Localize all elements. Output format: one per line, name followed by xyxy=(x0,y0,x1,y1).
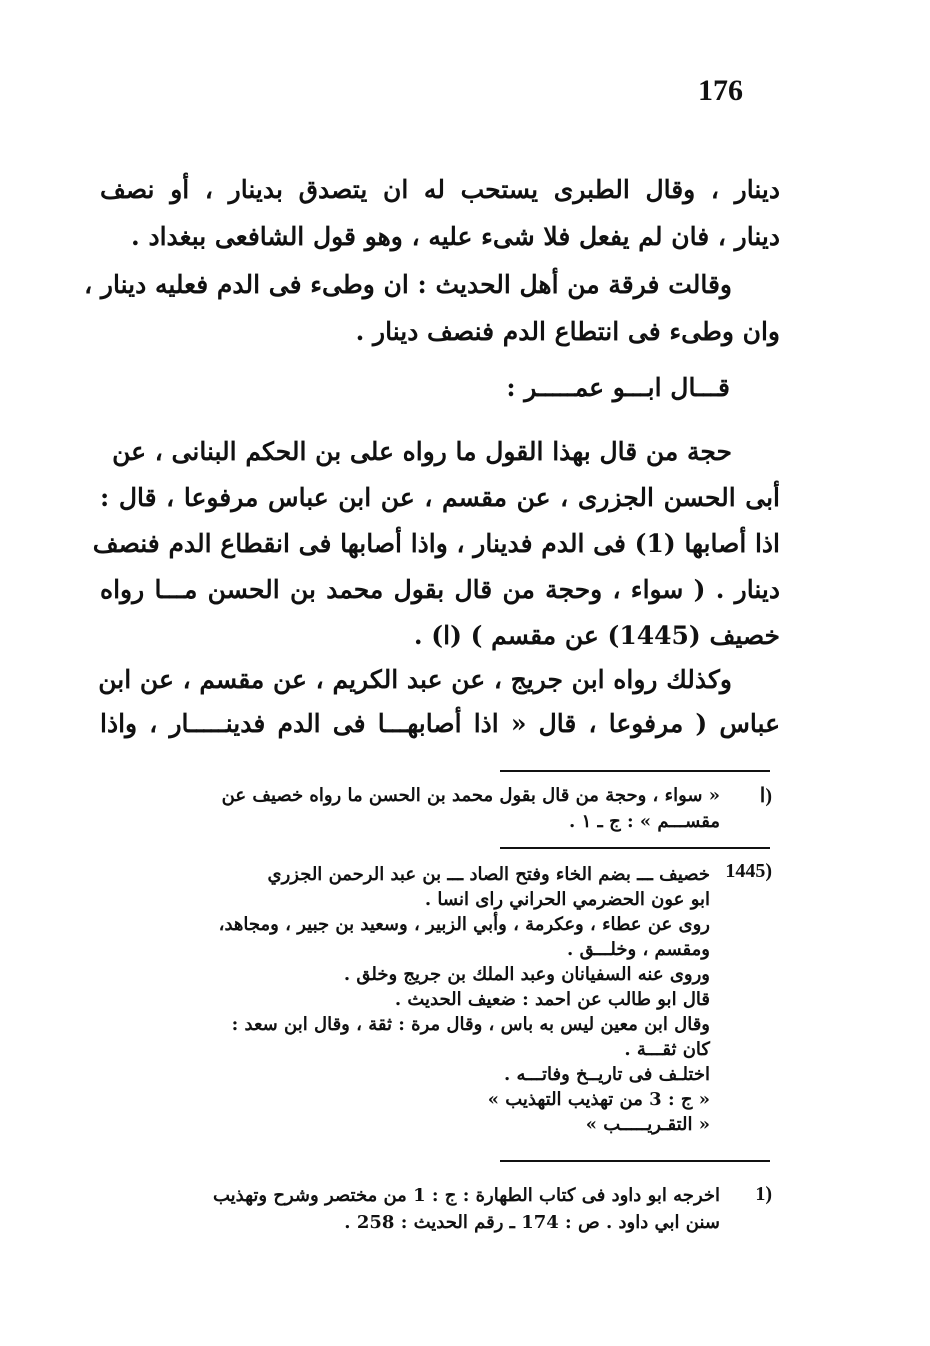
footnote-line: روى عن عطاء ، وعكرمة ، وأبي الزبير ، وسعيد بن جبير ، ومجاهد، xyxy=(218,914,710,935)
footnote-line: قال ابو طالب عن احمد : ضعيف الحديث . xyxy=(394,989,710,1010)
body-line: حجة من قال بهذا القول ما رواه على بن الحكم البنانى ، عن xyxy=(112,437,732,466)
footnote-line: ومقسم ، وخلـــق . xyxy=(567,939,710,960)
footnote-line: ابو عون الحضرمي الحراني راى انسا . xyxy=(424,889,710,910)
page-number: 176 xyxy=(698,74,743,107)
footnote-label: 1445) xyxy=(725,860,772,882)
body-line: خصيف (1445) عن مقسم ) (ا) . xyxy=(413,621,780,650)
footnote-rule xyxy=(500,847,770,849)
footnote-line: خصيف ـــ بضم الخاء وفتح الصاد ـــ بن عبد الرحمن الجزري xyxy=(267,864,710,885)
footnote-line: « ج : 3 من تهذيب التهذيب » xyxy=(487,1089,710,1110)
footnote-line: « سواء ، وحجة من قال بقول محمد بن الحسن ما رواه خصيف عن xyxy=(221,785,720,806)
footnote-line: سنن ابي داود . ص : 174 ـ رقم الحديث : 258 . xyxy=(344,1212,720,1233)
body-line: أبى الحسن الجزرى ، عن مقسم ، عن ابن عباس مرفوعا ، قال : xyxy=(100,483,780,512)
section-heading: قـــال ابـــو عمـــــر : xyxy=(506,373,730,402)
body-line: دينار . ( سواء ، وحجة من قال بقول محمد بن الحسن مـــا رواه xyxy=(100,575,780,604)
footnote-line: وقال ابن معين ليس به باس ، وقال مرة : ثقة ، وقال ابن سعد : xyxy=(231,1014,710,1035)
body-line: دينار ، فان لم يفعل فلا شىء عليه ، وهو قول الشافعى ببغداد . xyxy=(131,222,780,251)
footnote-line: « التقـريـــــب » xyxy=(585,1114,710,1135)
body-line: عباس ( مرفوعا ، قال « اذا أصابهـــا فى الدم فدينـــــار ، واذا xyxy=(100,709,780,738)
body-line: وقالت فرقة من أهل الحديث : ان وطىء فى الدم فعليه دينار ، xyxy=(84,270,732,299)
footnote-line: وروى عنه السفيانان وعبد الملك بن جريج وخلق . xyxy=(343,964,710,985)
footnote-line: كان ثقـــة . xyxy=(624,1039,710,1060)
body-line: وكذلك رواه ابن جريج ، عن عبد الكريم ، عن مقسم ، عن ابن xyxy=(98,665,732,694)
body-line: وان وطىء فى انتطاع الدم فنصف دينار . xyxy=(355,317,780,346)
footnote-label: 1) xyxy=(755,1183,772,1205)
footnote-label: ا) xyxy=(759,785,772,807)
footnote-line: اختلـف فى تاريــخ وفاتـــه . xyxy=(504,1064,710,1085)
footnote-line: مقســـم » : ج ـ ١ . xyxy=(569,811,720,832)
footnote-rule xyxy=(500,1160,770,1162)
body-line: اذا أصابها (1) فى الدم فدينار ، واذا أصابها فى انقطاع الدم فنصف xyxy=(92,529,780,558)
footnote-line: اخرجه ابو داود فى كتاب الطهارة : ج : 1 من مختصر وشرح وتهذيب xyxy=(212,1185,720,1206)
body-line: دينار ، وقال الطبرى يستحب له ان يتصدق بدينار ، أو نصف xyxy=(100,175,780,204)
footnote-rule xyxy=(500,770,770,772)
